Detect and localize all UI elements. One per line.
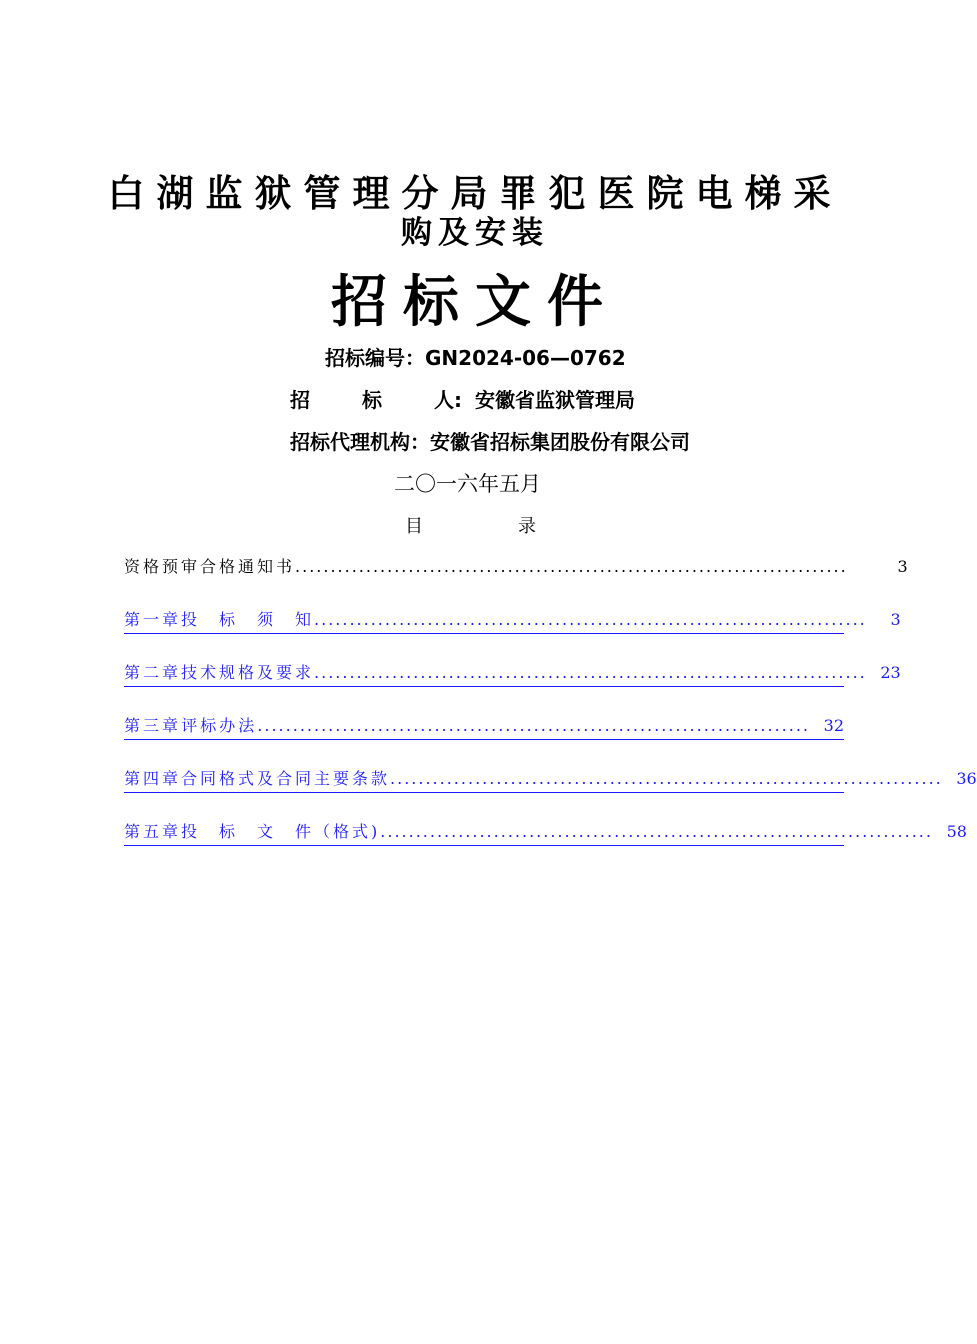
toc-entry-title: 资格预审合格通知书 — [124, 557, 296, 576]
toc-entry-page: 36 — [956, 769, 977, 788]
toc-entry-prequalification[interactable] — [124, 554, 908, 580]
tender-number — [325, 342, 626, 371]
toc-entry-chapter-5[interactable] — [124, 819, 967, 846]
tenderer-label: 招 标 人: — [290, 388, 462, 412]
toc-entry-chapter-1[interactable] — [124, 607, 901, 634]
tenderer — [290, 384, 635, 413]
toc-entry-chapter: 第二章 — [124, 663, 182, 682]
toc-leader-dots: .............................................................................. — [314, 663, 867, 682]
toc-entry-chapter-2[interactable] — [124, 660, 901, 687]
toc-entry-title: 合同格式及合同主要条款 — [181, 769, 391, 788]
toc-heading: 目 录 — [405, 516, 536, 537]
agency-label: 招标代理机构： — [290, 430, 430, 454]
toc-entry-chapter: 第四章 — [124, 769, 182, 788]
toc-leader-dots: .............................................................................. — [380, 822, 933, 841]
tender-agency — [290, 426, 690, 455]
toc-entry-title: 评标办法 — [181, 716, 258, 735]
tender-number-label: 招标编号： — [325, 346, 425, 370]
toc-entry-chapter-3[interactable] — [124, 713, 844, 740]
tender-number-value: GN2024-06—0762 — [425, 346, 626, 370]
issue-date: 二〇一六年五月 — [394, 472, 541, 496]
document-title-line-1: 白湖监狱管理分局罪犯医院电梯采 — [107, 172, 843, 215]
document-type-heading: 招标文件 — [331, 270, 619, 335]
agency-value: 安徽省招标集团股份有限公司 — [430, 430, 690, 454]
toc-entry-chapter: 第五章 — [124, 822, 182, 841]
toc-entry-page: 32 — [823, 716, 844, 735]
toc-entry-chapter-4[interactable] — [124, 766, 977, 793]
toc-leader-dots: .............................................................................. — [295, 557, 848, 576]
toc-leader-dots: .............................................................................. — [390, 769, 943, 788]
toc-entry-title: 投 标 文 件（格式) — [181, 822, 381, 841]
document-title-line-2: 购及安装 — [401, 215, 549, 251]
toc-entry-title: 投 标 须 知 — [181, 610, 315, 629]
toc-entry-chapter: 第一章 — [124, 610, 182, 629]
toc-entry-page: 3 — [890, 610, 901, 629]
toc-leader-dots: .............................................................................. — [257, 716, 810, 735]
toc-entry-chapter: 第三章 — [124, 716, 182, 735]
toc-entry-page: 58 — [946, 822, 967, 841]
toc-leader-dots: .............................................................................. — [314, 610, 867, 629]
toc-entry-page: 3 — [897, 557, 908, 576]
tenderer-value: 安徽省监狱管理局 — [475, 388, 635, 412]
toc-entry-title: 技术规格及要求 — [181, 663, 315, 682]
toc-entry-page: 23 — [880, 663, 901, 682]
